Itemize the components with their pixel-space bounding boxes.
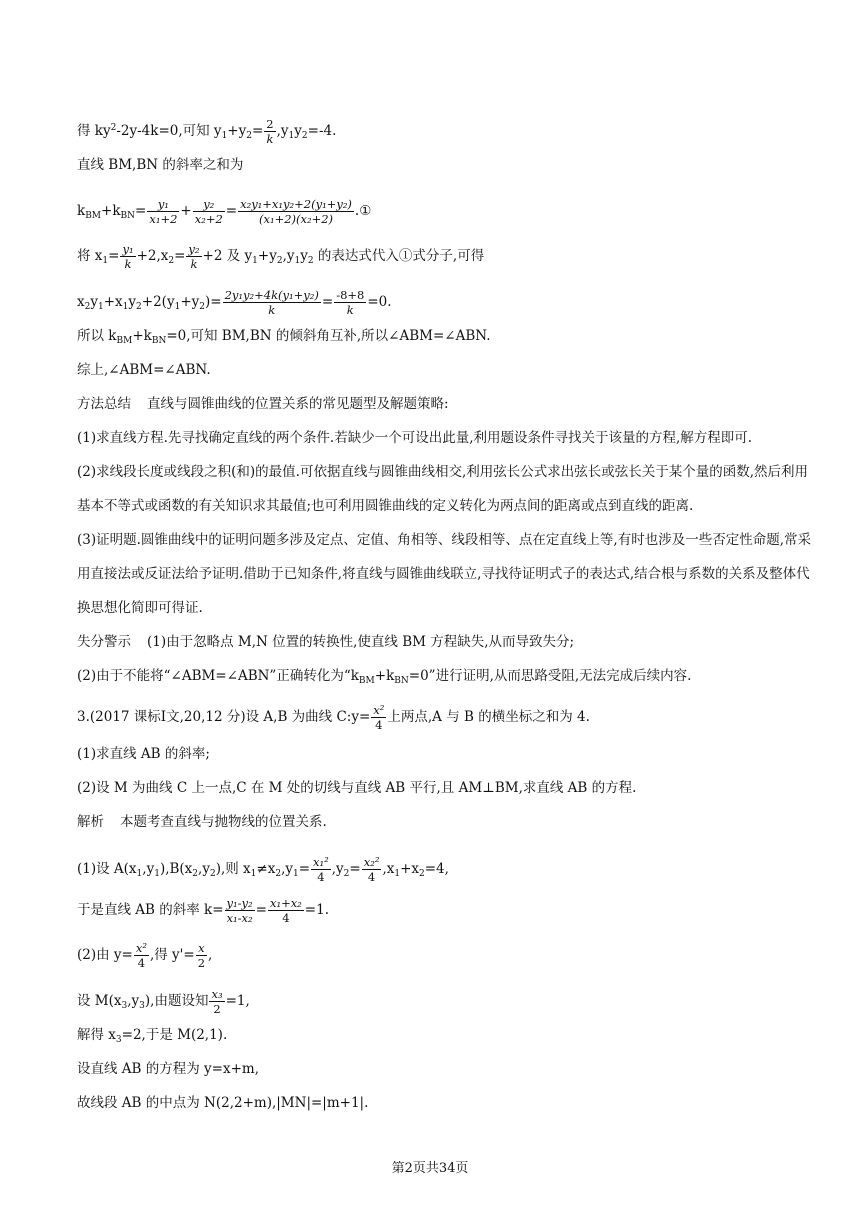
fraction: $\frac{\text{x₁+x₂}}{4}$	[269, 896, 302, 925]
section-tag: 失分警示	[77, 634, 131, 650]
section-tag: 解析	[77, 814, 104, 830]
fraction: $\frac{\text{y₂}}{k}$	[188, 242, 200, 271]
text-line: (2)由于不能将“∠ABM=∠ABN”正确转化为“$k_{BM}+k_{BN}=0$”进行证明,从而思路受阻,无法完成后续内容.	[77, 668, 692, 686]
equation-line: 设 $M(x_3,y_3)$,由题设知 $\frac{\text{x₃}}{2}$ =1,	[77, 987, 250, 1016]
section-tag: 方法总结	[77, 396, 131, 412]
text-line: 故线段 AB 的中点为 N(2,2+m),|MN|=|m+1|.	[77, 1095, 369, 1111]
fraction: $\frac{\text{y₁-y₂}}{\text{x₁-x₂}}$	[226, 896, 253, 925]
fraction: $\frac{\text{2y₁y₂+4k(y₁+y₂)}}{k}$	[224, 288, 319, 317]
text-line: (1)求直线方程.先寻找确定直线的两个条件.若缺少一个可设出此量,利用题设条件寻找关于该量的方程,解方程即可.	[77, 430, 753, 446]
fraction: $\frac{\text{y₂}}{\text{x₂+2}}$	[194, 197, 223, 226]
text-line: (2)设 M 为曲线 C 上一点,C 在 M 处的切线与直线 AB 平行,且 AM⊥BM,求直线 AB 的方程.	[77, 780, 637, 796]
fraction: $\frac{x}{2}$	[197, 941, 206, 970]
fraction: $\frac{\text{x₁²}}{4}$	[313, 855, 329, 884]
equation-line: $x_2y_1+x_1y_2+2(y_1+y_2)=$ $\frac{\text{2y₁y₂+4k(y₁+y₂)}}{k}$ = $\frac{-8+8}{k}$ =0.	[77, 288, 392, 317]
text-line: 得 $ky^2-2y-4k=0$,可知 $y_1+y_2=$ $\frac{2}{k}$ $,y_1y_2=-4$.	[77, 117, 337, 146]
text-line: 所以 $k_{BM}+k_{BN}=0$,可知 BM,BN 的倾斜角互补,所以∠ABM=∠ABN.	[77, 328, 491, 346]
fraction: $\frac{\text{x²}}{4}$	[135, 941, 147, 970]
fraction: $\frac{\text{x₃}}{2}$	[211, 987, 223, 1016]
problem-statement: 3.(2017 课标Ⅰ文,20,12 分)设 A,B 为曲线 C:y= $\frac{\text{x²}}{4}$ 上两点,A 与 B 的横坐标之和为 4.	[77, 703, 590, 732]
text-line: (2)求线段长度或线段之积(和)的最值.可依据直线与圆锥曲线相交,利用弦长公式求出弦长或弦长关于某个量的函数,然后利用	[77, 464, 809, 480]
text-line: 设直线 AB 的方程为 y=x+m,	[77, 1061, 259, 1077]
text-line: 直线 BM,BN 的斜率之和为	[77, 157, 244, 173]
fraction: $\frac{\text{x²}}{4}$	[373, 703, 385, 732]
text-line: 用直接法或反证法给予证明.借助于已知条件,将直线与圆锥曲线联立,寻找待证明式子的表达式,结合根与系数的关系及整体代	[77, 566, 810, 582]
fraction: $\frac{\text{x₂y₁+x₁y₂+2(y₁+y₂)}}{\text{(x₁+2)(x₂+2)}}$	[240, 197, 352, 226]
page-footer: 第2页共34页	[391, 1161, 469, 1176]
equation-line: $k_{BM}+k_{BN}=$ $\frac{\text{y₁}}{\text{x₁+2}}$ + $\frac{\text{y₂}}{\text{x₂+2}}$ = $\frac{\text{x₂y₁+x₁y₂+2(y₁+y₂)}}{\text{(x₁+2)(x₂+2)}}$ .①	[77, 197, 372, 226]
text-line: 综上,∠ABM=∠ABN.	[77, 362, 211, 378]
text-line: 基本不等式或函数的有关知识求其最值;也可利用圆锥曲线的定义转化为两点间的距离或点到直线的距离.	[77, 498, 694, 514]
fraction: $\frac{-8+8}{k}$	[336, 288, 365, 317]
fraction: $\frac{2}{k}$	[266, 117, 274, 146]
error-warning: 失分警示 (1)由于忽略点 M,N 位置的转换性,使直线 BM 方程缺失,从而导致失分;	[77, 634, 575, 650]
equation-line: (2)由 y= $\frac{\text{x²}}{4}$ ,得 y'= $\frac{x}{2}$ ,	[77, 941, 213, 970]
fraction: $\frac{\text{y₁}}{k}$	[122, 242, 134, 271]
equation-line: 将 $x_1=$ $\frac{\text{y₁}}{k}$ $+2,x_2=$ $\frac{\text{y₂}}{k}$ +2 及 $y_1+y_2,y_1y_2$ 的表达式代入①式分子,可得	[77, 242, 485, 271]
text-line: 解得 $x_3=2$,于是 M(2,1).	[77, 1027, 228, 1045]
text-line: (3)证明题.圆锥曲线中的证明问题多涉及定点、定值、角相等、线段相等、点在定直线上等,有时也涉及一些否定性命题,常采	[77, 532, 811, 548]
equation-line: 于是直线 AB 的斜率 k= $\frac{\text{y₁-y₂}}{\text{x₁-x₂}}$ = $\frac{\text{x₁+x₂}}{4}$ =1.	[77, 896, 329, 925]
equation-line: (1)设 $A(x_1,y_1),B(x_2,y_2)$,则 $x_1\ne x_2,y_1=$ $\frac{\text{x₁²}}{4}$ $,y_2=$ $\frac{\text{x₂²}}{4}$ $,x_1+x_2=4$,	[77, 855, 449, 884]
fraction: $\frac{\text{y₁}}{\text{x₁+2}}$	[149, 197, 178, 226]
text-line: 换思想化简即可得证.	[77, 600, 203, 616]
analysis: 解析 本题考查直线与抛物线的位置关系.	[77, 814, 327, 830]
text-line: (1)求直线 AB 的斜率;	[77, 746, 210, 762]
method-summary: 方法总结 直线与圆锥曲线的位置关系的常见题型及解题策略:	[77, 396, 449, 412]
fraction: $\frac{\text{x₂²}}{4}$	[363, 855, 380, 884]
